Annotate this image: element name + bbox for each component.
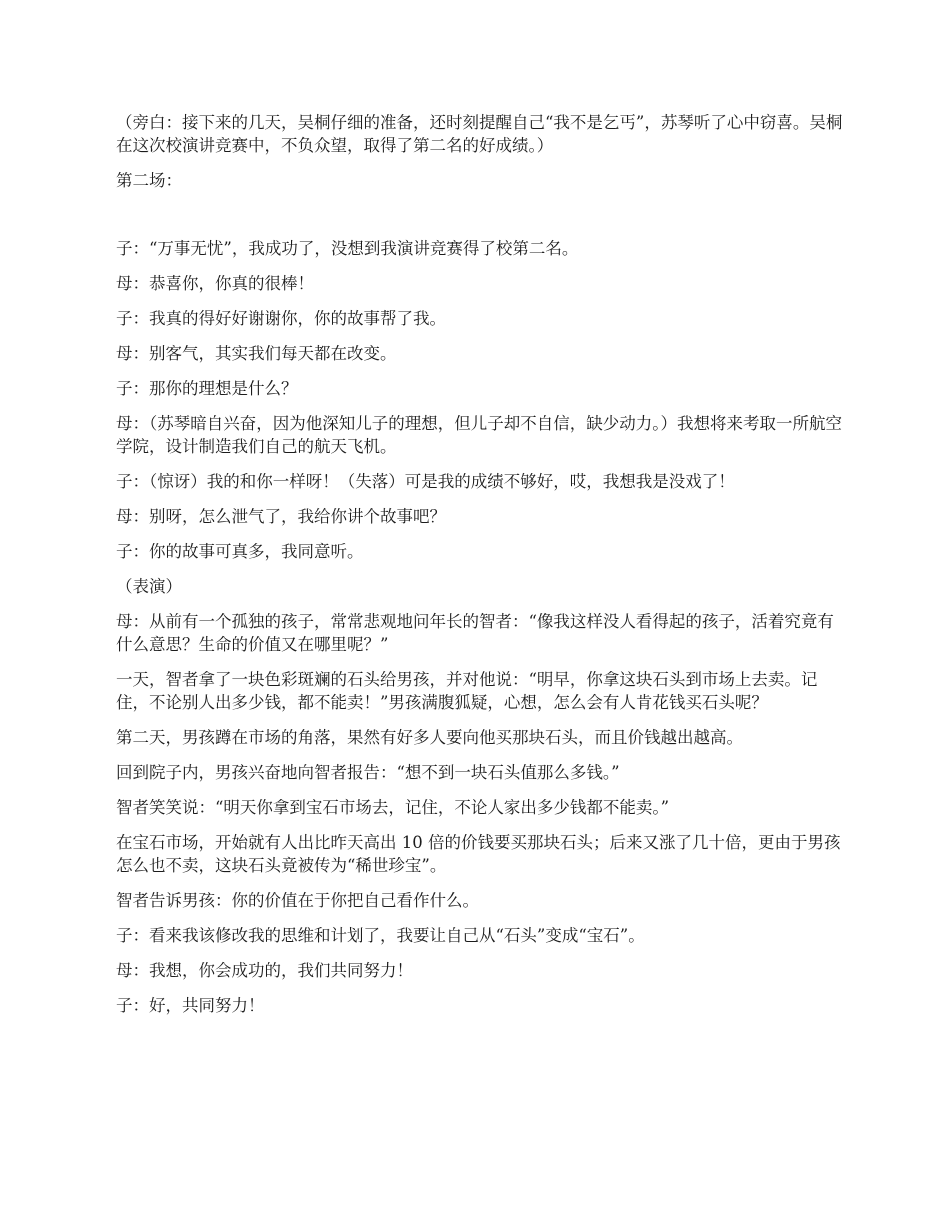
dialogue-line: 子：“万事无忧”，我成功了，没想到我演讲竞赛得了校第二名。 bbox=[116, 239, 579, 258]
dialogue-line: 母：从前有一个孤独的孩子，常常悲观地问年长的智者：“像我这样没人看得起的孩子，活着究竟有什么意思？生命的价值又在哪里呢？” bbox=[116, 612, 834, 654]
story-paragraph: 智者告诉男孩：你的价值在于你把自己看作什么。 bbox=[116, 891, 479, 910]
story-paragraph: 回到院子内，男孩兴奋地向智者报告：“想不到一块石头值那么多钱。” bbox=[116, 763, 620, 782]
dialogue-line: 母：我想，你会成功的，我们共同努力！ bbox=[116, 961, 413, 980]
story-paragraph: 在宝石市场，开始就有人出比昨天高出 10 倍的价钱要买那块石头；后来又涨了几十倍，更由于男孩怎么也不卖，这块石头竟被传为“稀世珍宝”。 bbox=[116, 833, 841, 875]
dialogue-line: 母：别客气，其实我们每天都在改变。 bbox=[116, 344, 397, 363]
document-page bbox=[116, 111, 844, 1029]
narration-paragraph: （旁白：接下来的几天，吴桐仔细的准备，还时刻提醒自己“我不是乞丐”，苏琴听了心中窃喜。吴桐在这次校演讲竞赛中，不负众望，取得了第二名的好成绩。） bbox=[116, 113, 843, 155]
dialogue-line: 子：好，共同努力！ bbox=[116, 996, 265, 1015]
dialogue-line: 子：我真的得好好谢谢你，你的故事帮了我。 bbox=[116, 309, 446, 328]
scene-heading: 第二场： bbox=[116, 171, 182, 190]
dialogue-line: 母：别呀，怎么泄气了，我给你讲个故事吧？ bbox=[116, 507, 446, 526]
dialogue-line: 子：看来我该修改我的思维和计划了，我要让自己从“石头”变成“宝石”。 bbox=[116, 926, 645, 945]
story-paragraph: 第二天，男孩蹲在市场的角落，果然有好多人要向他买那块石头，而且价钱越出越高。 bbox=[116, 728, 743, 747]
dialogue-line: 子：你的故事可真多，我同意听。 bbox=[116, 542, 364, 561]
story-paragraph: 一天，智者拿了一块色彩斑斓的石头给男孩，并对他说：“明早，你拿这块石头到市场上去卖。记住，不论别人出多少钱，都不能卖！”男孩满腹狐疑，心想，怎么会有人肯花钱买石头呢？ bbox=[116, 670, 818, 712]
dialogue-line: 子：（惊讶）我的和你一样呀！（失落）可是我的成绩不够好，哎，我想我是没戏了！ bbox=[116, 472, 735, 491]
stage-direction: （表演） bbox=[116, 577, 182, 596]
story-paragraph: 智者笑笑说：“明天你拿到宝石市场去，记住，不论人家出多少钱都不能卖。” bbox=[116, 798, 670, 817]
dialogue-line: 母：恭喜你，你真的很棒！ bbox=[116, 274, 314, 293]
dialogue-line: 母：（苏琴暗自兴奋，因为他深知儿子的理想，但儿子却不自信，缺少动力。）我想将来考取一所航空学院，设计制造我们自己的航天飞机。 bbox=[116, 414, 842, 456]
dialogue-line: 子：那你的理想是什么？ bbox=[116, 379, 298, 398]
